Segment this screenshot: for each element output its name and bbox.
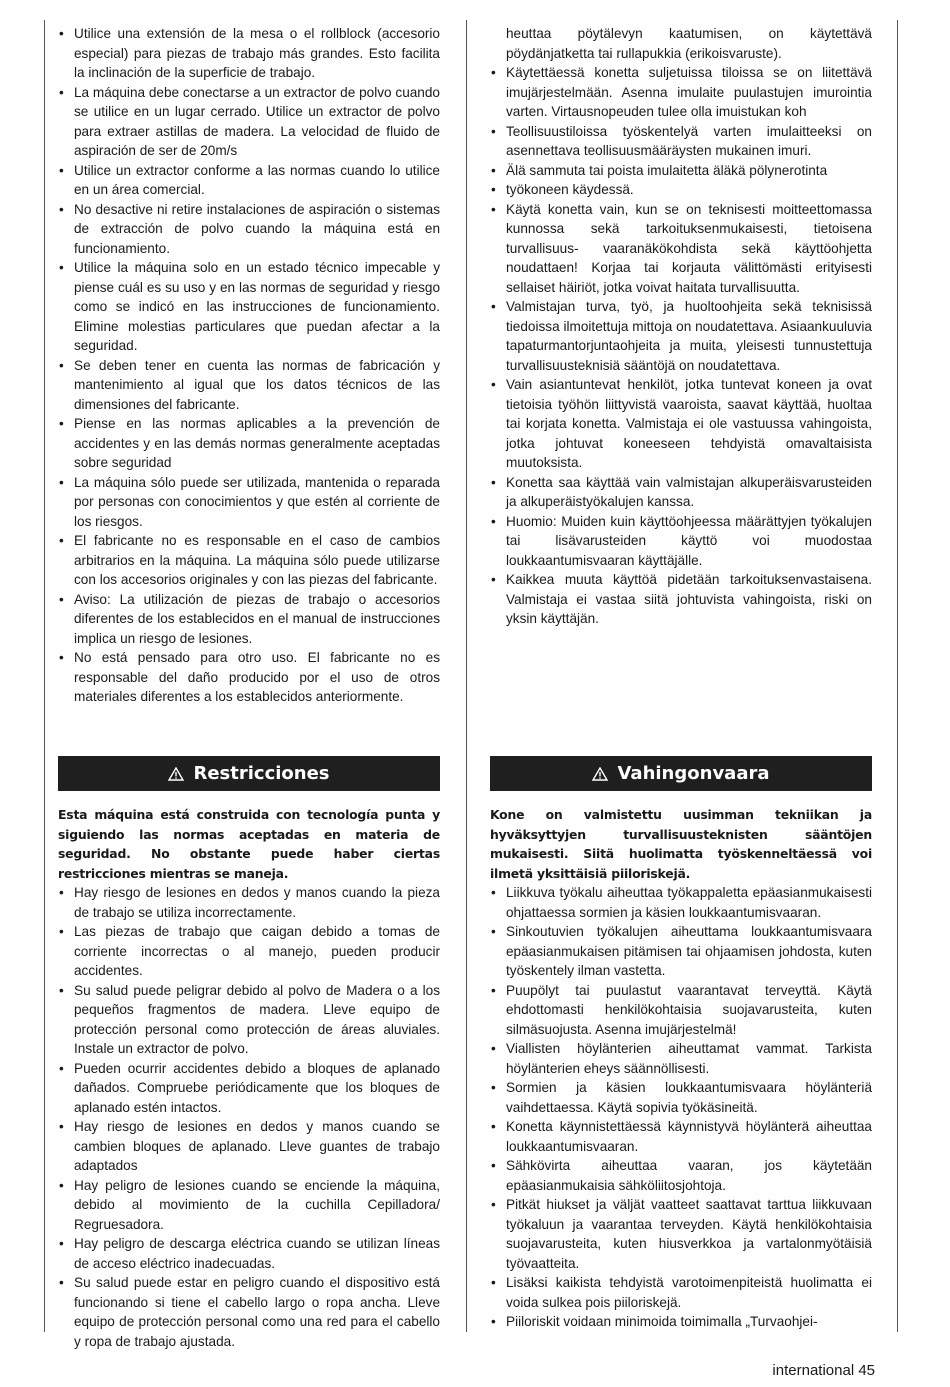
list-item: • Liikkuva työkalu aiheuttaa työkappaletta epäasianmukaisesti ohjattaessa sormien ja käsien loukkaantumisvaaran. xyxy=(490,883,872,922)
list-item: • Konetta saa käyttää vain valmistajan alkuperäisvarusteiden ja alkuperäistyökalujen kanssa. xyxy=(490,473,872,512)
list-item: • Su salud puede peligrar debido al polvo de Madera o a los pequeños fragmentos de madera. Lleve equipo de protección personal como protección de áreas aluviales. Instale un extractor de polvo. xyxy=(58,981,440,1059)
section-intro: Kone on valmistettu uusimman tekniikan ja hyväksyttyjen turvallisuusteknisten sääntöjen mukaisesti. Siitä huolimatta työskenneltäessä voi ilmetä yksittäisiä piiloriskejä. xyxy=(490,807,872,881)
center-column-rule xyxy=(466,20,467,1332)
list-item: • Vain asiantuntevat henkilöt, jotka tuntevat koneen ja ovat tietoisia työhön liittyvistä vaaroista, saavat käyttää, huoltaa tai korjata konetta. Valmistaja ei ole vastuussa vahingoista, jotka johtuvat koneeseen tehdyistä omavaltaisista muutoksista. xyxy=(490,375,872,473)
section-heading-bar xyxy=(490,756,872,791)
list-item: • Pitkät hiukset ja väljät vaatteet saattavat tarttua liikkuvaan työkaluun ja vaarantaa terveyden. Käytä henkilökohtaisia suojavarusteita, kuten hiusverkkoa ja vartalonmyötäisiä työvaatteita. xyxy=(490,1195,872,1273)
list-item: • Älä sammuta tai poista imulaitetta äläkä pölynerotinta xyxy=(490,161,872,181)
list-item: • Hay riesgo de lesiones en dedos y manos cuando la pieza de trabajo se utiliza incorrectamente. xyxy=(58,883,440,922)
list-item: • Utilice la máquina solo en un estado técnico impecable y piense cuál es su uso y en las normas de seguridad y riesgo como se indicó en las instrucciones de funcionamiento. Elimine molestias particulares que puedan afectar a la seguridad. xyxy=(58,258,440,356)
restriction-list xyxy=(58,883,440,1351)
list-item: • työkoneen käydessä. xyxy=(490,180,872,200)
finnish-safety-list xyxy=(490,63,872,629)
list-item: • Sinkoutuvien työkalujen aiheuttama loukkaantumisvaara epäasianmukaisen pitämisen tai ohjaamisen johdosta, kuten työskentely ilman vastetta. xyxy=(490,922,872,981)
list-item: • Hay peligro de lesiones cuando se enciende la máquina, debido al movimiento de la cuchilla Cepilladora/ Regruesadora. xyxy=(58,1176,440,1235)
right-column-top xyxy=(490,24,872,629)
list-item: • No está pensado para otro uso. El fabricante no es responsable del daño producido por el uso de otros materiales diferentes a los establecidos anteriormente. xyxy=(58,648,440,707)
list-item: • Hay riesgo de lesiones en dedos y manos cuando se cambien bloques de aplanado. Lleve guantes de trabajo adaptados xyxy=(58,1117,440,1176)
list-item: • Käytä konetta vain, kun se on teknisesti moitteettomassa kunnossa sekä tarkoituksenmukaisesti, tietoisena turvallisuus- vaaranäkökohdista sekä käyttöohjetta noudattaen! Korjaa tai korjauta välittömästi erityisesti sellaiset häiriöt, jotka voivat haitata turvallisuutta. xyxy=(490,200,872,298)
list-item: • No desactive ni retire instalaciones de aspiración o sistemas de extracción de polvo cuando la máquina está en funcionamiento. xyxy=(58,200,440,259)
list-item: • La máquina sólo puede ser utilizada, mantenida o reparada por personas con conocimientos y que estén al corriente de los riesgos. xyxy=(58,473,440,532)
spanish-safety-list xyxy=(58,24,440,707)
list-item: • Piiloriskit voidaan minimoida toimimalla „Turvaohjei- xyxy=(490,1312,872,1332)
list-item: • Puupölyt tai puulastut vaarantavat terveyttä. Käytä ehdottomasti henkilökohtaisia suojavarusteita, kuten silmäsuojusta. Asenna imujärjestelmä! xyxy=(490,981,872,1040)
list-item: • Utilice un extractor conforme a las normas cuando lo utilice en un área comercial. xyxy=(58,161,440,200)
hazard-list xyxy=(490,883,872,1332)
section-heading-bar xyxy=(58,756,440,791)
section-title: Vahingonvaara xyxy=(617,763,770,784)
continuation-text: heuttaa pöytälevyn kaatumisen, on käytettävä pöydänjatketta tai rullapukkia (erikoisvaruste). xyxy=(506,26,872,61)
list-item: • Teollisuustiloissa työskentelyä varten imulaitteeksi on asennettava teollisuusmääräysten mukainen imuri. xyxy=(490,122,872,161)
list-item: • Hay peligro de descarga eléctrica cuando se utilizan líneas de acceso eléctrico inadecuadas. xyxy=(58,1234,440,1273)
right-margin-rule xyxy=(897,20,898,1332)
list-item: • La máquina debe conectarse a un extractor de polvo cuando se utilice en un lugar cerrado. Utilice un extractor de polvo para extraer astillas de madera. La velocidad de fluido de aspiración de ser de 20m/s xyxy=(58,83,440,161)
warning-triangle-icon xyxy=(168,767,184,781)
section-intro: Esta máquina está construida con tecnología punta y siguiendo las normas aceptadas en materia de seguridad. No obstante puede haber ciertas restricciones mientras se maneja. xyxy=(58,807,440,881)
section-title: Restricciones xyxy=(193,763,330,784)
list-item: • Viallisten höylänterien aiheuttamat vammat. Tarkista höylänterien eheys säännöllisesti. xyxy=(490,1039,872,1078)
list-item: • Las piezas de trabajo que caigan debido a tomas de corriente incorrectas o al manejo, pueden producir accidentes. xyxy=(58,922,440,981)
list-item: • Sormien ja käsien loukkaantumisvaara höylänteriä vaihdettaessa. Käytä sopivia työkäsineitä. xyxy=(490,1078,872,1117)
list-item: • Huomio: Muiden kuin käyttöohjeessa määrättyjen työkalujen tai lisävarusteiden käyttö voi muodostaa loukkaantumisvaaran käyttäjälle. xyxy=(490,512,872,571)
list-item: • Sähkövirta aiheuttaa vaaran, jos käytetään epäasianmukaisia sähköliitosjohtoja. xyxy=(490,1156,872,1195)
list-item: • Konetta käynnistettäessä käynnistyvä höylänterä aiheuttaa loukkaantumisvaaran. xyxy=(490,1117,872,1156)
list-item: • Se deben tener en cuenta las normas de fabricación y mantenimiento al igual que los datos técnicos de las dimensiones del fabricante. xyxy=(58,356,440,415)
page-footer: international 45 xyxy=(772,1362,875,1379)
list-item: • El fabricante no es responsable en el caso de cambios arbitrarios en la máquina. La máquina sólo puede utilizarse con los accesorios originales y con las piezas del fabricante. xyxy=(58,531,440,590)
warning-triangle-icon xyxy=(592,767,608,781)
left-margin-rule xyxy=(44,20,45,1332)
list-item: • Su salud puede estar en peligro cuando el dispositivo está funcionando si tiene el cabello largo o ropa ancha. Lleve equipo de protección personal como una red para el cabello y ropa de trabajo ajustada. xyxy=(58,1273,440,1351)
left-column-top xyxy=(58,24,440,707)
restricciones-section xyxy=(58,756,440,1351)
list-item: • Pueden ocurrir accidentes debido a bloques de aplanado dañados. Compruebe periódicamente que los bloques de aplanado estén intactos. xyxy=(58,1059,440,1118)
list-item: • Aviso: La utilización de piezas de trabajo o accesorios diferentes de los establecidos en el manual de instrucciones implica un riesgo de lesiones. xyxy=(58,590,440,649)
list-item: • Valmistajan turva, työ, ja huoltoohjeita sekä teknisissä tiedoissa ilmoitettuja mittoja on noudatettava. Asiaankuuluvia tapaturmantorjuntaohjeita ja muita, yleisesti tunnustettuja turvallisuusteknisiä sääntöjä on noudatettava. xyxy=(490,297,872,375)
list-item: • Käytettäessä konetta suljetuissa tiloissa se on liitettävä imujärjestelmään. Asenna imulaite puulastujen imurointia varten. Virtausnopeuden tulee olla imuistukan koh xyxy=(490,63,872,122)
list-item: • Kaikkea muuta käyttöä pidetään tarkoituksenvastaisena. Valmistaja ei vastaa siitä johtuvista vahingoista, riski on yksin käyttäjän. xyxy=(490,570,872,629)
list-item: • Utilice una extensión de la mesa o el rollblock (accesorio especial) para piezas de trabajo más grandes. Esto facilita la inclinación de la superficie de trabajo. xyxy=(58,24,440,83)
list-item: • Piense en las normas aplicables a la prevención de accidentes y en las demás normas generalmente aceptadas sobre seguridad xyxy=(58,414,440,473)
list-item: • Lisäksi kaikista tehdyistä varotoimenpiteistä huolimatta ei voida sulkea pois piiloriskejä. xyxy=(490,1273,872,1312)
vahingonvaara-section xyxy=(490,756,872,1332)
